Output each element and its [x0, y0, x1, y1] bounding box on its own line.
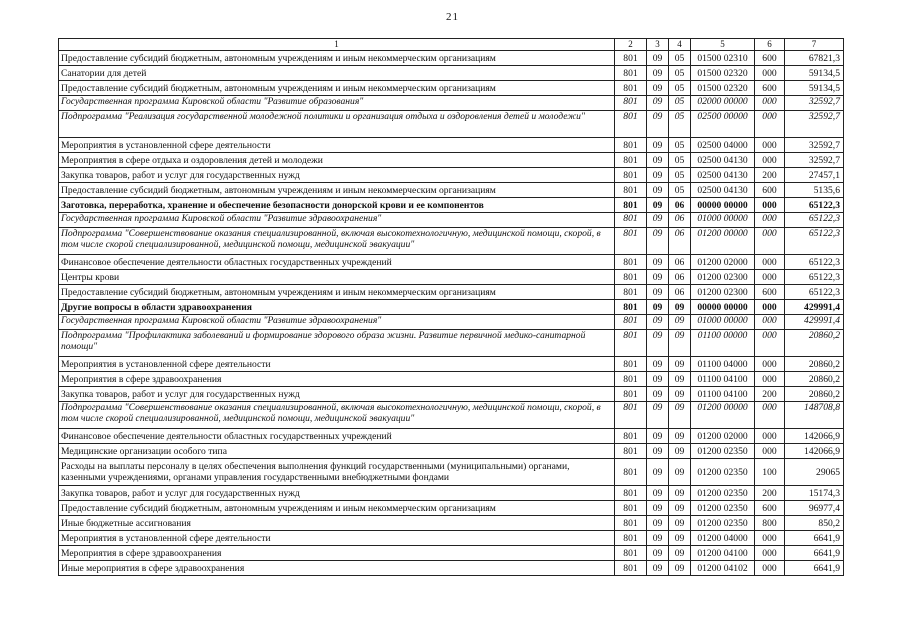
target-article-cell: 02500 04130: [691, 183, 755, 198]
expense-type-cell: 200: [755, 387, 785, 402]
row-name-cell: Медицинские организации особого типа: [59, 444, 615, 459]
section-code-cell: 09: [647, 546, 669, 561]
ministry-code-cell: 801: [615, 546, 647, 561]
section-code-cell: 09: [647, 198, 669, 213]
column-header: 3: [647, 39, 669, 51]
amount-cell: 32592,7: [785, 153, 844, 168]
section-code-cell: 09: [647, 51, 669, 66]
ministry-code-cell: 801: [615, 96, 647, 111]
section-code-cell: 09: [647, 357, 669, 372]
amount-cell: 15174,3: [785, 486, 844, 501]
section-code-cell: 09: [647, 96, 669, 111]
target-article-cell: 00000 00000: [691, 198, 755, 213]
target-article-cell: 01200 02300: [691, 285, 755, 300]
amount-cell: 142066,9: [785, 444, 844, 459]
ministry-code-cell: 801: [615, 81, 647, 96]
subsection-code-cell: 09: [669, 300, 691, 315]
row-name-cell: Предоставление субсидий бюджетным, автономным учреждениям и иным некоммерческим организациям: [59, 51, 615, 66]
section-code-cell: 09: [647, 444, 669, 459]
ministry-code-cell: 801: [615, 66, 647, 81]
ministry-code-cell: 801: [615, 444, 647, 459]
table-row: [59, 387, 844, 402]
section-code-cell: 09: [647, 285, 669, 300]
row-name-cell: Закупка товаров, работ и услуг для государственных нужд: [59, 486, 615, 501]
section-code-cell: 09: [647, 330, 669, 357]
row-name-cell: Предоставление субсидий бюджетным, автономным учреждениям и иным некоммерческим организациям: [59, 81, 615, 96]
row-name-cell: Подпрограмма "Совершенствование оказания специализированной, включая высокотехнологичную, медицинской помощи, скорой, в том числе скорой специализированной, медицинской помощи, медицинской эвакуации": [59, 228, 615, 255]
row-name-cell: Мероприятия в установленной сфере деятельности: [59, 531, 615, 546]
ministry-code-cell: 801: [615, 213, 647, 228]
expense-type-cell: 000: [755, 153, 785, 168]
row-name-cell: Предоставление субсидий бюджетным, автономным учреждениям и иным некоммерческим организациям: [59, 501, 615, 516]
table-row: [59, 213, 844, 228]
amount-cell: 6641,9: [785, 561, 844, 576]
target-article-cell: 02500 00000: [691, 111, 755, 138]
section-code-cell: 09: [647, 561, 669, 576]
subsection-code-cell: 09: [669, 330, 691, 357]
row-name-cell: Мероприятия в установленной сфере деятельности: [59, 357, 615, 372]
target-article-cell: 01200 02350: [691, 486, 755, 501]
subsection-code-cell: 09: [669, 402, 691, 429]
row-name-cell: Центры крови: [59, 270, 615, 285]
section-code-cell: 09: [647, 501, 669, 516]
row-name-cell: Иные бюджетные ассигнования: [59, 516, 615, 531]
expense-type-cell: 600: [755, 501, 785, 516]
amount-cell: 429991,4: [785, 315, 844, 330]
section-code-cell: 09: [647, 387, 669, 402]
table-row: [59, 372, 844, 387]
expense-type-cell: 600: [755, 285, 785, 300]
subsection-code-cell: 06: [669, 270, 691, 285]
subsection-code-cell: 09: [669, 315, 691, 330]
section-code-cell: 09: [647, 486, 669, 501]
amount-cell: 59134,5: [785, 81, 844, 96]
table-row: [59, 81, 844, 96]
subsection-code-cell: 09: [669, 357, 691, 372]
table-row: [59, 315, 844, 330]
row-name-cell: Мероприятия в сфере здравоохранения: [59, 372, 615, 387]
target-article-cell: 01500 02320: [691, 66, 755, 81]
table-row: [59, 429, 844, 444]
ministry-code-cell: 801: [615, 285, 647, 300]
subsection-code-cell: 09: [669, 429, 691, 444]
target-article-cell: 01200 00000: [691, 402, 755, 429]
ministry-code-cell: 801: [615, 561, 647, 576]
subsection-code-cell: 09: [669, 486, 691, 501]
expense-type-cell: 000: [755, 255, 785, 270]
target-article-cell: 01000 00000: [691, 315, 755, 330]
section-code-cell: 09: [647, 228, 669, 255]
expense-type-cell: 000: [755, 315, 785, 330]
expense-type-cell: 000: [755, 561, 785, 576]
ministry-code-cell: 801: [615, 228, 647, 255]
amount-cell: 20860,2: [785, 387, 844, 402]
expense-type-cell: 600: [755, 81, 785, 96]
target-article-cell: 01100 04100: [691, 372, 755, 387]
row-name-cell: Подпрограмма "Совершенствование оказания специализированной, включая высокотехнологичную, медицинской помощи, скорой, в том числе скорой специализированной, медицинской помощи, медицинской эвакуации": [59, 402, 615, 429]
amount-cell: 65122,3: [785, 270, 844, 285]
subsection-code-cell: 05: [669, 81, 691, 96]
subsection-code-cell: 05: [669, 111, 691, 138]
section-code-cell: 09: [647, 255, 669, 270]
subsection-code-cell: 09: [669, 459, 691, 486]
row-name-cell: Другие вопросы в области здравоохранения: [59, 300, 615, 315]
expense-type-cell: 000: [755, 66, 785, 81]
amount-cell: 850,2: [785, 516, 844, 531]
section-code-cell: 09: [647, 372, 669, 387]
target-article-cell: 01200 04000: [691, 531, 755, 546]
expense-type-cell: 000: [755, 213, 785, 228]
amount-cell: 65122,3: [785, 228, 844, 255]
amount-cell: 65122,3: [785, 255, 844, 270]
expense-type-cell: 000: [755, 402, 785, 429]
table-row: [59, 330, 844, 357]
amount-cell: 20860,2: [785, 372, 844, 387]
ministry-code-cell: 801: [615, 357, 647, 372]
subsection-code-cell: 05: [669, 51, 691, 66]
target-article-cell: 00000 00000: [691, 300, 755, 315]
expense-type-cell: 000: [755, 444, 785, 459]
target-article-cell: 01200 02350: [691, 459, 755, 486]
table-row: [59, 198, 844, 213]
amount-cell: 429991,4: [785, 300, 844, 315]
expense-type-cell: 000: [755, 546, 785, 561]
subsection-code-cell: 06: [669, 285, 691, 300]
ministry-code-cell: 801: [615, 402, 647, 429]
table-row: [59, 66, 844, 81]
target-article-cell: 01100 04000: [691, 357, 755, 372]
ministry-code-cell: 801: [615, 183, 647, 198]
section-code-cell: 09: [647, 300, 669, 315]
amount-cell: 27457,1: [785, 168, 844, 183]
target-article-cell: 01100 04100: [691, 387, 755, 402]
subsection-code-cell: 09: [669, 372, 691, 387]
section-code-cell: 09: [647, 153, 669, 168]
ministry-code-cell: 801: [615, 516, 647, 531]
ministry-code-cell: 801: [615, 168, 647, 183]
target-article-cell: 01200 02350: [691, 444, 755, 459]
target-article-cell: 01200 02350: [691, 516, 755, 531]
expense-type-cell: 600: [755, 51, 785, 66]
target-article-cell: 01000 00000: [691, 213, 755, 228]
table-row: [59, 444, 844, 459]
row-name-cell: Финансовое обеспечение деятельности областных государственных учреждений: [59, 255, 615, 270]
row-name-cell: Подпрограмма "Реализация государственной молодежной политики и организация отдыха и оздоровления детей и молодежи": [59, 111, 615, 138]
table-row: [59, 270, 844, 285]
section-code-cell: 09: [647, 531, 669, 546]
table-row: [59, 228, 844, 255]
table-row: [59, 561, 844, 576]
amount-cell: 20860,2: [785, 330, 844, 357]
column-header: 7: [785, 39, 844, 51]
ministry-code-cell: 801: [615, 387, 647, 402]
ministry-code-cell: 801: [615, 111, 647, 138]
row-name-cell: Санатории для детей: [59, 66, 615, 81]
subsection-code-cell: 09: [669, 444, 691, 459]
ministry-code-cell: 801: [615, 198, 647, 213]
subsection-code-cell: 06: [669, 228, 691, 255]
section-code-cell: 09: [647, 459, 669, 486]
expense-type-cell: 000: [755, 300, 785, 315]
target-article-cell: 02500 04130: [691, 168, 755, 183]
expense-type-cell: 000: [755, 228, 785, 255]
ministry-code-cell: 801: [615, 501, 647, 516]
table-row: [59, 168, 844, 183]
budget-table: [58, 38, 844, 576]
amount-cell: 20860,2: [785, 357, 844, 372]
section-code-cell: 09: [647, 168, 669, 183]
subsection-code-cell: 05: [669, 138, 691, 153]
target-article-cell: 01100 00000: [691, 330, 755, 357]
subsection-code-cell: 09: [669, 531, 691, 546]
expense-type-cell: 000: [755, 138, 785, 153]
amount-cell: 32592,7: [785, 96, 844, 111]
table-row: [59, 546, 844, 561]
subsection-code-cell: 05: [669, 66, 691, 81]
amount-cell: 5135,6: [785, 183, 844, 198]
target-article-cell: 01200 02300: [691, 270, 755, 285]
expense-type-cell: 800: [755, 516, 785, 531]
target-article-cell: 01200 02000: [691, 255, 755, 270]
amount-cell: 67821,3: [785, 51, 844, 66]
expense-type-cell: 200: [755, 168, 785, 183]
ministry-code-cell: 801: [615, 255, 647, 270]
section-code-cell: 09: [647, 111, 669, 138]
row-name-cell: Государственная программа Кировской области "Развитие здравоохранения": [59, 213, 615, 228]
section-code-cell: 09: [647, 183, 669, 198]
ministry-code-cell: 801: [615, 372, 647, 387]
table-body: [59, 39, 844, 576]
table-row: [59, 300, 844, 315]
table-row: [59, 486, 844, 501]
target-article-cell: 01200 04100: [691, 546, 755, 561]
amount-cell: 65122,3: [785, 285, 844, 300]
amount-cell: 32592,7: [785, 138, 844, 153]
target-article-cell: 01500 02320: [691, 81, 755, 96]
column-header: 2: [615, 39, 647, 51]
subsection-code-cell: 06: [669, 255, 691, 270]
subsection-code-cell: 05: [669, 96, 691, 111]
expense-type-cell: 000: [755, 357, 785, 372]
section-code-cell: 09: [647, 516, 669, 531]
ministry-code-cell: 801: [615, 429, 647, 444]
table-row: [59, 516, 844, 531]
row-name-cell: Закупка товаров, работ и услуг для государственных нужд: [59, 387, 615, 402]
expense-type-cell: 000: [755, 429, 785, 444]
section-code-cell: 09: [647, 315, 669, 330]
expense-type-cell: 000: [755, 111, 785, 138]
table-row: [59, 96, 844, 111]
expense-type-cell: 000: [755, 96, 785, 111]
expense-type-cell: 600: [755, 183, 785, 198]
amount-cell: 29065: [785, 459, 844, 486]
section-code-cell: 09: [647, 213, 669, 228]
subsection-code-cell: 05: [669, 168, 691, 183]
column-header: 4: [669, 39, 691, 51]
page-number: 21: [446, 11, 459, 23]
amount-cell: 6641,9: [785, 531, 844, 546]
amount-cell: 65122,3: [785, 198, 844, 213]
row-name-cell: Мероприятия в сфере здравоохранения: [59, 546, 615, 561]
section-code-cell: 09: [647, 270, 669, 285]
subsection-code-cell: 06: [669, 213, 691, 228]
table-header-row: [59, 39, 844, 51]
table-row: [59, 111, 844, 138]
ministry-code-cell: 801: [615, 315, 647, 330]
column-header: 6: [755, 39, 785, 51]
subsection-code-cell: 09: [669, 546, 691, 561]
ministry-code-cell: 801: [615, 51, 647, 66]
table-row: [59, 183, 844, 198]
expense-type-cell: 000: [755, 330, 785, 357]
row-name-cell: Предоставление субсидий бюджетным, автономным учреждениям и иным некоммерческим организациям: [59, 285, 615, 300]
column-header: 5: [691, 39, 755, 51]
column-header: 1: [59, 39, 615, 51]
row-name-cell: Государственная программа Кировской области "Развитие здравоохранения": [59, 315, 615, 330]
row-name-cell: Подпрограмма "Профилактика заболеваний и формирование здорового образа жизни. Развитие первичной медико-санитарной помощи": [59, 330, 615, 357]
amount-cell: 96977,4: [785, 501, 844, 516]
subsection-code-cell: 05: [669, 183, 691, 198]
section-code-cell: 09: [647, 138, 669, 153]
row-name-cell: Мероприятия в сфере отдыха и оздоровления детей и молодежи: [59, 153, 615, 168]
amount-cell: 142066,9: [785, 429, 844, 444]
subsection-code-cell: 06: [669, 198, 691, 213]
ministry-code-cell: 801: [615, 300, 647, 315]
row-name-cell: Заготовка, переработка, хранение и обеспечение безопасности донорской крови и ее компонентов: [59, 198, 615, 213]
expense-type-cell: 000: [755, 372, 785, 387]
ministry-code-cell: 801: [615, 531, 647, 546]
subsection-code-cell: 09: [669, 516, 691, 531]
target-article-cell: 01200 02000: [691, 429, 755, 444]
ministry-code-cell: 801: [615, 459, 647, 486]
ministry-code-cell: 801: [615, 330, 647, 357]
row-name-cell: Расходы на выплаты персоналу в целях обеспечения выполнения функций государственными (муниципальными) органами, казенными учреждениями, органами управления государственными внебюджетными фондами: [59, 459, 615, 486]
table-row: [59, 51, 844, 66]
table-row: [59, 501, 844, 516]
section-code-cell: 09: [647, 66, 669, 81]
expense-type-cell: 000: [755, 270, 785, 285]
amount-cell: 6641,9: [785, 546, 844, 561]
target-article-cell: 02000 00000: [691, 96, 755, 111]
subsection-code-cell: 09: [669, 501, 691, 516]
amount-cell: 59134,5: [785, 66, 844, 81]
table-row: [59, 402, 844, 429]
table-row: [59, 153, 844, 168]
row-name-cell: Закупка товаров, работ и услуг для государственных нужд: [59, 168, 615, 183]
expense-type-cell: 000: [755, 198, 785, 213]
table-row: [59, 285, 844, 300]
expense-type-cell: 200: [755, 486, 785, 501]
target-article-cell: 01500 02310: [691, 51, 755, 66]
ministry-code-cell: 801: [615, 270, 647, 285]
ministry-code-cell: 801: [615, 153, 647, 168]
table-row: [59, 459, 844, 486]
target-article-cell: 01200 02350: [691, 501, 755, 516]
amount-cell: 65122,3: [785, 213, 844, 228]
subsection-code-cell: 09: [669, 561, 691, 576]
section-code-cell: 09: [647, 429, 669, 444]
row-name-cell: Мероприятия в установленной сфере деятельности: [59, 138, 615, 153]
amount-cell: 32592,7: [785, 111, 844, 138]
row-name-cell: Финансовое обеспечение деятельности областных государственных учреждений: [59, 429, 615, 444]
expense-type-cell: 100: [755, 459, 785, 486]
ministry-code-cell: 801: [615, 138, 647, 153]
amount-cell: 148708,8: [785, 402, 844, 429]
table-row: [59, 255, 844, 270]
expense-type-cell: 000: [755, 531, 785, 546]
target-article-cell: 02500 04000: [691, 138, 755, 153]
ministry-code-cell: 801: [615, 486, 647, 501]
table-row: [59, 531, 844, 546]
target-article-cell: 01200 04102: [691, 561, 755, 576]
row-name-cell: Государственная программа Кировской области "Развитие образования": [59, 96, 615, 111]
row-name-cell: Предоставление субсидий бюджетным, автономным учреждениям и иным некоммерческим организациям: [59, 183, 615, 198]
subsection-code-cell: 09: [669, 387, 691, 402]
table-row: [59, 357, 844, 372]
row-name-cell: Иные мероприятия в сфере здравоохранения: [59, 561, 615, 576]
target-article-cell: 01200 00000: [691, 228, 755, 255]
target-article-cell: 02500 04130: [691, 153, 755, 168]
section-code-cell: 09: [647, 81, 669, 96]
subsection-code-cell: 05: [669, 153, 691, 168]
table-row: [59, 138, 844, 153]
section-code-cell: 09: [647, 402, 669, 429]
